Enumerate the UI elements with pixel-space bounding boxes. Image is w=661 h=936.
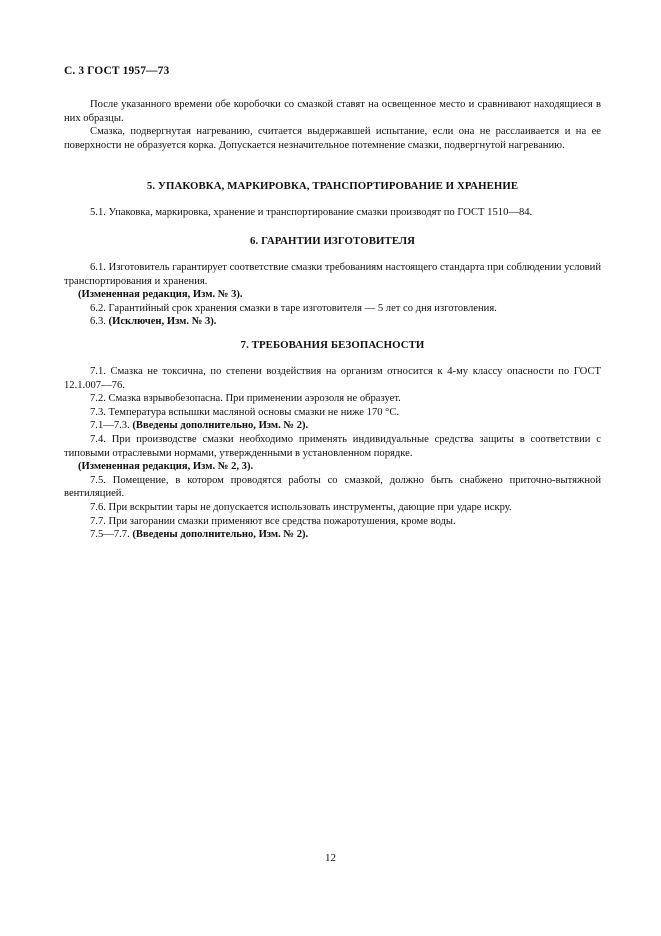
section-6-block	[64, 261, 601, 329]
section-6-paragraph-3-excluded: (Исключен, Изм. № 3).	[108, 316, 217, 328]
section-7-paragraph-8: 7.7. При загорании смазки применяют все средства пожаротушения, кроме воды.	[90, 515, 456, 527]
section-7-paragraph-2: 7.2. Смазка взрывобезопасна. При применении аэрозоля не образует.	[90, 393, 401, 405]
section-5-block	[64, 206, 601, 220]
intro-block	[64, 98, 601, 152]
page-header: С. 3 ГОСТ 1957—73	[64, 65, 170, 77]
section-7-heading: 7. ТРЕБОВАНИЯ БЕЗОПАСНОСТИ	[240, 339, 425, 351]
section-7-paragraph-9	[64, 528, 601, 542]
intro-paragraph-1: После указанного времени обе коробочки со смазкой ставят на освещенное место и сравнивают находящиеся в них образцы.	[64, 99, 601, 124]
section-5-heading: 5. УПАКОВКА, МАРКИРОВКА, ТРАНСПОРТИРОВАНИЕ И ХРАНЕНИЕ	[146, 180, 519, 192]
section-7-paragraph-3: 7.3. Температура вспышки масляной основы смазки не ниже 170 °С.	[90, 406, 400, 418]
section-7-amendment-note: (Измененная редакция, Изм. № 2, 3).	[78, 461, 254, 473]
section-7-paragraph-4-number: 7.1—7.3.	[90, 420, 130, 432]
section-6-amendment-note: (Измененная редакция, Изм. № 3).	[78, 289, 243, 301]
section-7-paragraph-9-number: 7.5—7.7.	[90, 529, 130, 541]
section-7-block	[64, 365, 601, 542]
section-7-paragraph-1: 7.1. Смазка не токсична, по степени воздействия на организм относится к 4-му классу опасности по ГОСТ 12.1.007—76.	[64, 366, 601, 391]
section-7-paragraph-4-note: (Введены дополнительно, Изм. № 2).	[132, 420, 309, 432]
intro-paragraph-2: Смазка, подвергнутая нагреванию, считается выдержавшей испытание, если она не расслаивается и на ее поверхности не образуется корка. Допускается незначительное потемнение смазки, подвергнутой нагреванию.	[64, 126, 601, 151]
page-number: 12	[325, 852, 336, 864]
section-7-paragraph-7: 7.6. При вскрытии тары не допускается использовать инструменты, дающие при ударе искру.	[90, 501, 512, 513]
section-7-paragraph-4	[64, 419, 601, 433]
section-6-paragraph-3-number: 6.3.	[90, 316, 106, 328]
section-6-paragraph-3	[64, 315, 601, 329]
section-7-paragraph-6: 7.5. Помещение, в котором проводятся работы со смазкой, должно быть снабжено приточно-вытяжной вентиляцией.	[64, 474, 601, 500]
section-6-heading: 6. ГАРАНТИИ ИЗГОТОВИТЕЛЯ	[249, 235, 416, 247]
section-6-paragraph-1: 6.1. Изготовитель гарантирует соответствие смазки требованиям настоящего стандарта при соблюдении условий транспортирования и хранения.	[64, 262, 601, 287]
section-7-paragraph-5: 7.4. При производстве смазки необходимо применять индивидуальные средства защиты в соответствии с типовыми отраслевыми нормами, утвержденными в установленном порядке.	[64, 433, 601, 459]
section-5-paragraph-1: 5.1. Упаковка, маркировка, хранение и транспортирование смазки производят по ГОСТ 1510—84.	[90, 207, 533, 218]
section-6-paragraph-2: 6.2. Гарантийный срок хранения смазки в таре изготовителя — 5 лет со дня изготовления.	[90, 302, 497, 314]
section-7-paragraph-9-note: (Введены дополнительно, Изм. № 2).	[132, 529, 309, 541]
